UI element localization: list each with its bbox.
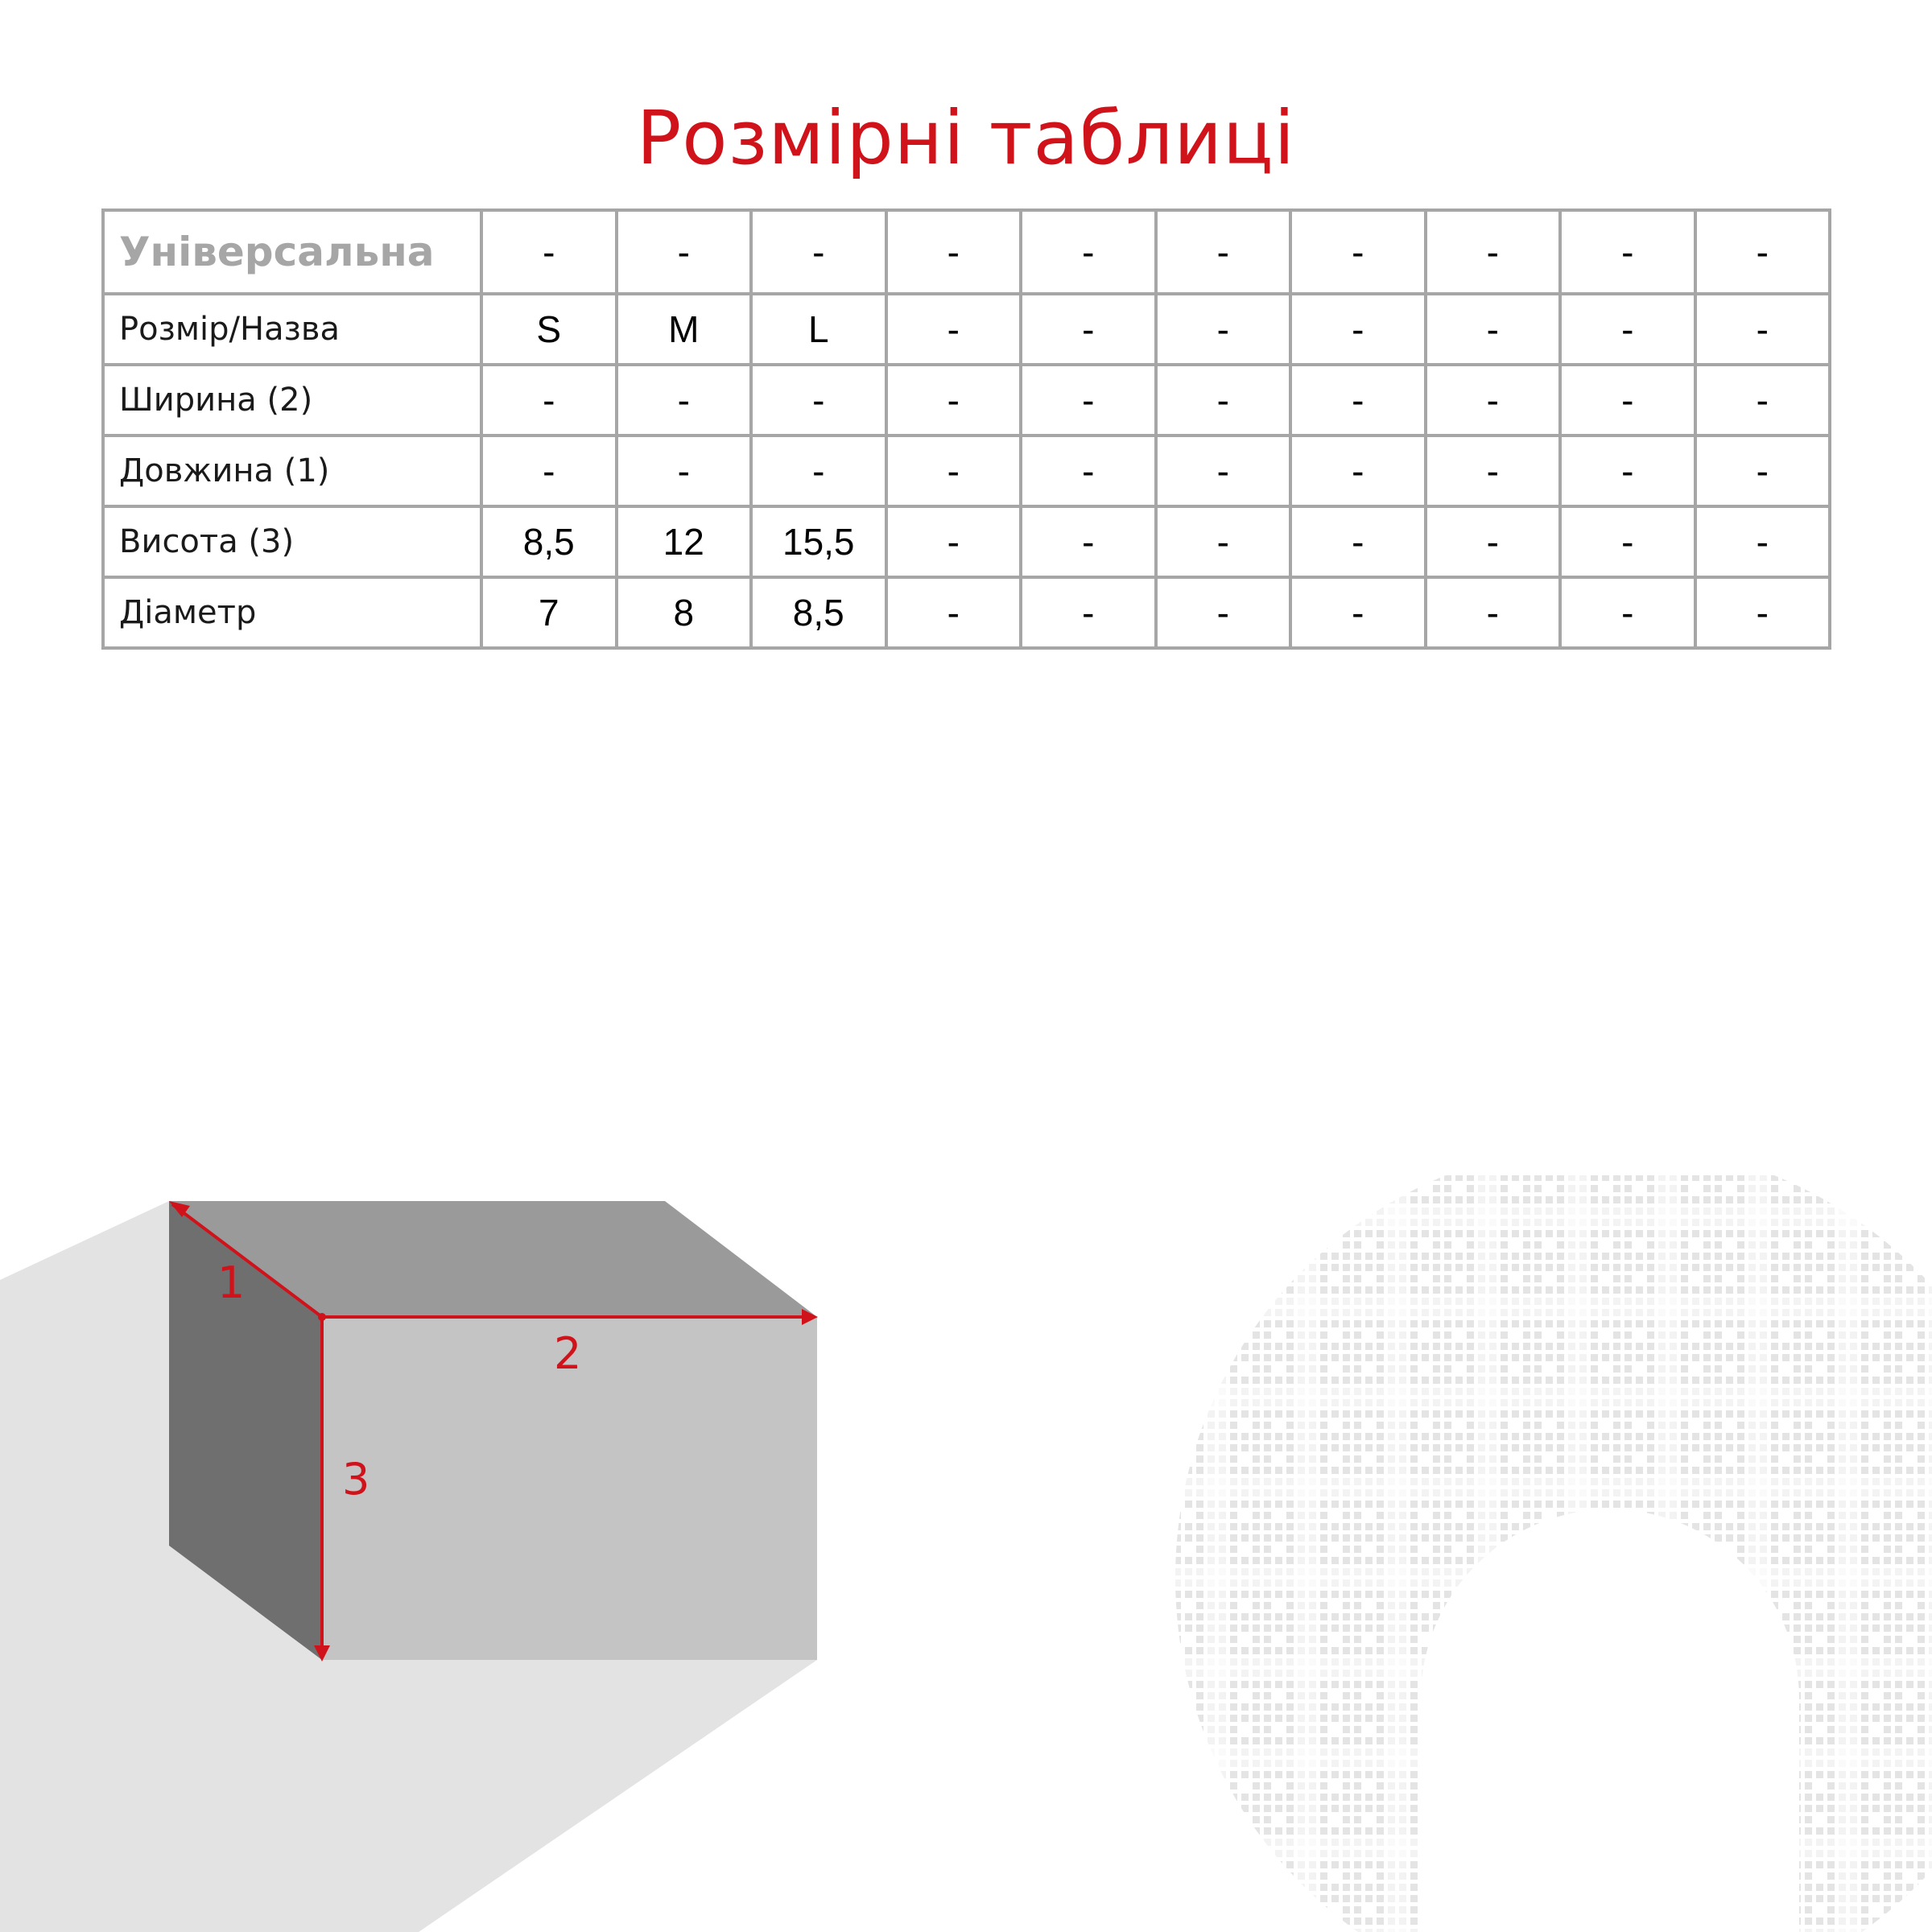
table-cell: - — [886, 436, 1022, 506]
table-cell: - — [481, 210, 617, 294]
table-cell: - — [1290, 365, 1426, 436]
row-label: Розмір/Назва — [103, 294, 481, 365]
table-cell: - — [1290, 577, 1426, 648]
table-cell: - — [1560, 210, 1695, 294]
ornament-decoration — [1175, 1175, 1932, 1932]
table-cell: - — [1560, 436, 1695, 506]
row-label: Висота (3) — [103, 506, 481, 577]
table-cell: - — [886, 577, 1022, 648]
table-cell: 8,5 — [751, 577, 886, 648]
table-cell: - — [886, 365, 1022, 436]
table-cell: - — [1560, 577, 1695, 648]
table-cell: - — [1695, 210, 1831, 294]
table-cell: - — [1156, 506, 1291, 577]
table-cell: 7 — [481, 577, 617, 648]
box-dimension-diagram — [0, 1191, 837, 1932]
table-cell: - — [1156, 365, 1291, 436]
table-cell: - — [1156, 210, 1291, 294]
table-cell: - — [1156, 294, 1291, 365]
size-table — [101, 208, 1831, 650]
table-cell: M — [617, 294, 752, 365]
length-label: 1 — [217, 1257, 246, 1308]
table-cell: S — [481, 294, 617, 365]
row-label: Ширина (2) — [103, 365, 481, 436]
table-cell: 8 — [617, 577, 752, 648]
table-cell: - — [481, 436, 617, 506]
table-row — [103, 294, 1830, 365]
row-label: Діаметр — [103, 577, 481, 648]
header-label: Універсальна — [103, 210, 481, 294]
table-cell: - — [1695, 436, 1831, 506]
table-cell: - — [886, 506, 1022, 577]
table-cell: - — [1426, 506, 1561, 577]
table-cell: 8,5 — [481, 506, 617, 577]
table-cell: - — [1156, 577, 1291, 648]
table-cell: - — [1426, 365, 1561, 436]
table-cell: - — [1290, 210, 1426, 294]
height-label: 3 — [342, 1454, 370, 1505]
table-row — [103, 436, 1830, 506]
table-cell: - — [1695, 506, 1831, 577]
table-header-row — [103, 210, 1830, 294]
table-cell: - — [1560, 365, 1695, 436]
table-cell: - — [1290, 506, 1426, 577]
table-cell: - — [1021, 436, 1156, 506]
table-cell: - — [617, 436, 752, 506]
table-cell: - — [617, 365, 752, 436]
table-cell: 12 — [617, 506, 752, 577]
table-row — [103, 577, 1830, 648]
table-cell: - — [1021, 506, 1156, 577]
table-row — [103, 506, 1830, 577]
table-cell: - — [751, 365, 886, 436]
table-cell: - — [1021, 210, 1156, 294]
row-label: Довжина (1) — [103, 436, 481, 506]
table-cell: - — [481, 365, 617, 436]
width-label: 2 — [554, 1328, 582, 1379]
table-cell: - — [1426, 210, 1561, 294]
table-cell: - — [1426, 577, 1561, 648]
table-cell: - — [886, 294, 1022, 365]
table-cell: 15,5 — [751, 506, 886, 577]
table-cell: - — [751, 436, 886, 506]
table-cell: - — [1021, 577, 1156, 648]
table-cell: - — [1695, 365, 1831, 436]
table-cell: - — [1560, 506, 1695, 577]
table-cell: - — [617, 210, 752, 294]
vertex-dot — [318, 1313, 326, 1321]
table-cell: - — [751, 210, 886, 294]
table-cell: - — [1560, 294, 1695, 365]
table-cell: L — [751, 294, 886, 365]
table-cell: - — [1426, 294, 1561, 365]
table-cell: - — [1290, 436, 1426, 506]
page-title: Розмірні таблиці — [636, 95, 1296, 181]
table-cell: - — [1290, 294, 1426, 365]
table-row — [103, 365, 1830, 436]
table-cell: - — [1021, 294, 1156, 365]
table-cell: - — [1695, 294, 1831, 365]
table-cell: - — [1021, 365, 1156, 436]
table-cell: - — [1426, 436, 1561, 506]
table-cell: - — [1695, 577, 1831, 648]
table-cell: - — [886, 210, 1022, 294]
table-cell: - — [1156, 436, 1291, 506]
